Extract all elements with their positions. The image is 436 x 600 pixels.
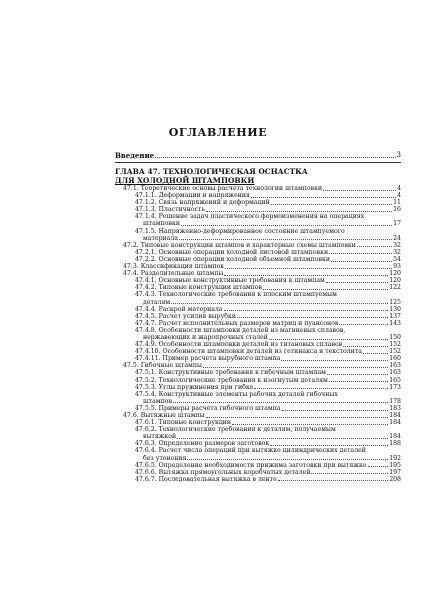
toc-entry-text: 47.4.1. Основные конструктивные требования к штампам [135,277,325,285]
dot-leader [263,289,388,290]
toc-entry[interactable] [115,369,401,376]
dot-leader [329,253,392,254]
toc-entry-page: 184 [389,419,401,427]
toc-entry-text: нержавеющих и жаропрочных сталей [143,333,268,341]
toc-entry-text: 47.4.5. Расчет усилия вырубки [135,312,236,320]
toc-entry-page: 93 [393,263,401,271]
dot-leader [311,473,388,474]
toc-entry-page: 152 [389,348,401,356]
toc-entry-page: 143 [389,319,401,327]
toc-entry[interactable] [115,256,401,263]
toc-entry-page: 125 [389,298,401,306]
toc-entry[interactable] [115,391,401,398]
toc-entry[interactable] [115,320,401,327]
toc-entry-text: 47.3. Классификация штампов [123,263,224,271]
toc-entry[interactable] [115,469,401,476]
toc-entry-text: 47.4.10. Особенности штамповки деталей из гетинакса и текстолита [135,348,362,356]
toc-entry-page: 32 [393,241,401,249]
dot-leader [326,282,388,283]
dot-leader [339,324,388,325]
dot-leader [363,353,388,354]
toc-entry-text: 47.6.1. Типовые конструкции [135,419,232,427]
toc-title: ОГЛАВЛЕНИЕ [168,126,268,139]
dot-leader [224,310,389,311]
dot-leader [278,480,388,481]
toc-entry[interactable] [115,426,401,433]
dot-leader [271,204,392,205]
dot-leader [206,211,392,212]
dot-leader [343,346,388,347]
introduction-label: Введение [115,151,155,160]
toc-entry[interactable] [115,412,401,419]
toc-entry[interactable] [115,313,401,320]
dot-leader [206,417,389,418]
toc-entry[interactable] [115,362,401,369]
toc-entry-text: 47.4.2. Типовые конструкции штампов [135,284,263,292]
toc-entry[interactable] [115,235,401,242]
dot-leader [368,466,389,467]
toc-entry[interactable] [115,341,401,348]
toc-entry-text: штамповки [143,220,181,228]
toc-entry-page: 173 [389,383,401,391]
dot-leader [254,388,388,389]
toc-entry[interactable] [115,455,401,462]
dot-leader [281,360,388,361]
toc-entry[interactable] [115,398,401,405]
toc-entry-page: 163 [389,362,401,370]
dot-leader [327,374,388,375]
toc-entry[interactable] [115,476,401,483]
toc-entry-text: 47.1.3. Пластичность [135,206,205,214]
toc-entry-text: 47.4.9. Особенности штамповки деталей из титановых сплавов [135,341,343,349]
dot-leader [171,303,388,304]
toc-entry[interactable] [115,447,401,454]
dot-leader [331,261,392,262]
toc-entry-text: 47.6.4. Расчет числа операций при вытяжке цилиндрических деталей [135,447,366,455]
dot-leader [269,339,388,340]
toc-entry-text: 47.4.3. Технологические требования к плоским штампуемым [135,291,337,299]
introduction-page: 3 [396,151,401,159]
toc-entry-page: 163 [389,369,401,377]
toc-entry-page: 184 [389,433,401,441]
toc-entry-page: 197 [389,468,401,476]
toc-entry-page: 152 [389,341,401,349]
dot-leader [357,246,392,247]
toc-entry-page: 120 [389,270,401,278]
toc-entry[interactable] [115,242,401,249]
toc-entry[interactable] [115,433,401,440]
toc-entry[interactable] [115,249,401,256]
toc-entry-text: 47.4. Разделительные штампы [123,270,224,278]
toc-entry-text: 47.2.1. Основные операции холодной листовой штамповки [135,248,329,256]
toc-entry[interactable] [115,199,401,206]
toc-entry-text: 47.5. Гибочные штампы [123,362,202,370]
toc-entry-page: 208 [389,475,401,483]
toc-entry[interactable] [115,185,401,192]
dot-leader [179,239,392,240]
toc-entry[interactable] [115,291,401,298]
dot-leader [237,317,388,318]
toc-entry[interactable] [115,263,401,270]
toc-entry[interactable] [115,277,401,284]
toc-entry-page: 4 [397,185,401,192]
dot-leader [224,275,388,276]
dot-leader [323,190,396,191]
toc-entry[interactable] [115,334,401,341]
toc-entry-text: 47.1.5. Напряженно-деформированное состояние штампуемого [135,227,345,235]
dot-leader [173,402,388,403]
toc-entry-page: 32 [393,248,401,256]
toc-entry[interactable] [115,270,401,277]
toc-entry-text: 47.5.1. Конструктивные требования к гибочным штампам [135,369,326,377]
dot-leader [187,459,388,460]
toc-entry-text: 47.6.7. Последовательная вытяжка в ленте [135,475,277,483]
divider [115,162,401,163]
dot-leader [270,445,388,446]
toc-entry-page: 160 [389,355,401,363]
toc-entry-text: 47.4.4. Раскрой материала [135,305,223,313]
toc-entry-page: 122 [389,284,401,292]
dot-leader [251,197,396,198]
toc-entry-text: вытяжкой [143,433,177,441]
chapter-title-line2: ДЛЯ ХОЛОДНОЙ ШТАМПОВКИ [115,176,255,185]
toc-entry-page: 184 [389,412,401,419]
toc-entry-page: 54 [393,255,401,263]
toc-entry-page: 17 [393,220,401,228]
toc-entry[interactable] [115,306,401,313]
toc-entry[interactable] [115,228,401,235]
toc-entry-text: 47.6.2. Технологические требования к деталям, получаемым [135,426,336,434]
toc-entry-text: 47.6.6. Вытяжка прямоугольных коробчатых деталей [135,468,311,476]
toc-entry-page: 150 [389,333,401,341]
toc-entry[interactable] [115,405,401,412]
toc-entry[interactable] [115,384,401,391]
dot-leader [232,424,388,425]
toc-entry[interactable] [115,440,401,447]
toc-entry-text: 47.5.4. Конструктивные элементы рабочих деталей гибочных [135,390,338,398]
toc-list [115,185,401,483]
toc-entry-text: 47.1. Теоретические основы расчета технологии штамповки [123,185,323,192]
dot-leader [203,367,388,368]
toc-entry-text: 47.5.2. Технологические требования к изогнутым деталям [135,376,328,384]
toc-entry-page: 137 [389,312,401,320]
toc-entry[interactable] [115,377,401,384]
toc-entry-text: 47.4.8. Особенности штамповки деталей из магниевых сплавов, [135,326,346,334]
toc-entry-text: деталям [143,298,171,306]
toc-entry[interactable] [115,220,401,227]
toc-entry-page: 183 [389,404,401,412]
toc-entry-page: 4 [397,192,401,200]
toc-entry-text: 47.1.2. Связь напряжений и деформаций [135,199,270,207]
toc-entry-text: 47.5.3. Углы пружинения при гибке [135,383,254,391]
toc-entry-page: 178 [389,397,401,405]
toc-entry-text: 47.6.3. Определение размеров заготовок [135,440,270,448]
toc-entry-text: 47.1.4. Решение задач пластического формоизменения на операциях [135,213,365,221]
toc-entry[interactable] [115,284,401,291]
dot-leader [181,225,392,226]
dot-leader [177,438,388,439]
dot-leader [155,151,395,158]
toc-entry[interactable] [115,348,401,355]
toc-entry[interactable] [115,213,401,220]
dot-leader [282,410,389,411]
toc-entry-text: 47.4.7. Расчет исполнительных размеров матриц и пуансонов [135,319,339,327]
toc-entry[interactable] [115,299,401,306]
toc-entry-text: 47.1.1. Деформации и напряжения [135,192,250,200]
toc-entry-text: 47.4.11. Пример расчета вырубного штампа [135,355,281,363]
toc-entry-page: 120 [389,277,401,285]
toc-entry[interactable] [115,327,401,334]
toc-entry[interactable] [115,192,401,199]
toc-entry-page: 16 [393,206,401,214]
toc-entry-text: 47.6.5. Определение необходимости прижима заготовки при вытяжке [135,461,367,469]
toc-entry-page: 130 [389,305,401,313]
dot-leader [329,381,388,382]
toc-entry-page: 188 [389,440,401,448]
toc-entry-text: штампов [143,397,173,405]
toc-entry-page: 24 [393,234,401,242]
toc-entry[interactable] [115,206,401,213]
toc-entry-text: 47.2. Типовые конструкции штампов и характерные схемы штамповки [123,241,356,249]
toc-entry-text: материала [143,234,178,242]
toc-entry-text: 47.6. Вытяжные штампы [123,412,205,419]
toc-entry-text: без утонения [143,454,187,462]
toc-entry-page: 165 [389,376,401,384]
toc-entry-page: 195 [389,461,401,469]
toc-entry-text: 47.5.5. Примеры расчета гибочного штампа [135,404,281,412]
toc-entry[interactable] [115,462,401,469]
dot-leader [225,268,392,269]
toc-entry[interactable] [115,355,401,362]
toc-entry-text: 47.2.2. Основные операции холодной объемной штамповки [135,255,330,263]
toc-entry-page: 11 [393,199,401,207]
toc-entry[interactable] [115,419,401,426]
toc-entry-introduction[interactable] [115,151,401,160]
toc-entry-page: 192 [389,454,401,462]
chapter-heading [115,167,401,185]
chapter-title-line1: ГЛАВА 47. ТЕХНОЛОГИЧЕСКАЯ ОСНАСТКА [115,167,308,176]
